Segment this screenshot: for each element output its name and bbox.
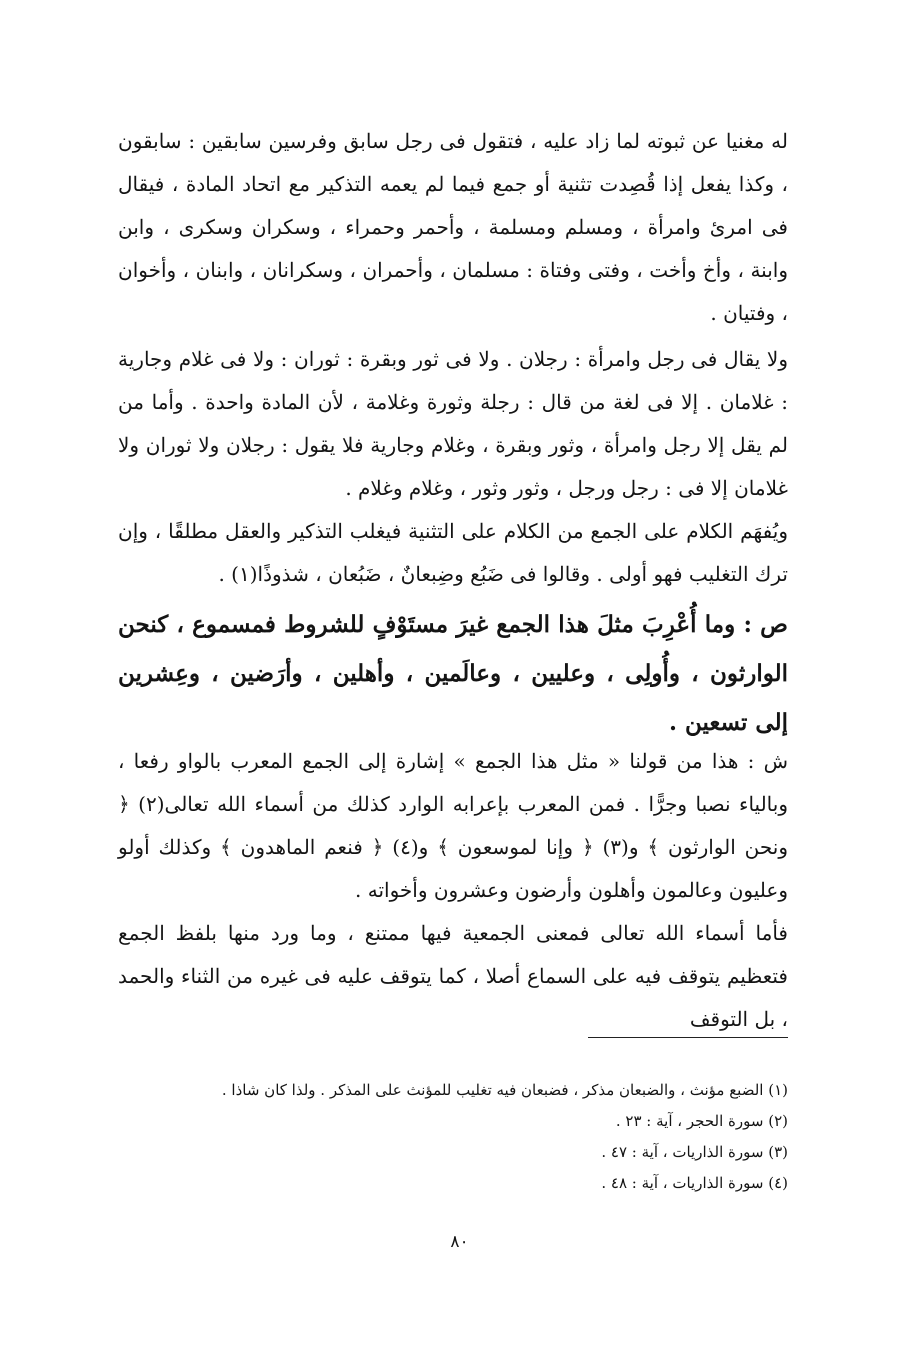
footnote-1: (١) الضبع مؤنث ، والضبعان مذكر ، فضبعان فيه تغليب للمؤنث على المذكر . ولذا كان شاذا . <box>221 1081 788 1099</box>
sharh-paragraph: ش : هذا من قولنا « مثل هذا الجمع » إشارة إلى الجمع المعرب بالواو رفعا ، وبالياء نصبا وجرًّا . فمن المعرب بإعرابه الوارد كذلك من أسماء الله تعالى(٢) ﴿ ونحن الوارثون ﴾ و(٣) ﴿ وإنا لموسعون ﴾ و(٤) ﴿ فنعم الماهدون ﴾ وكذلك أولو وعليون وعالمون وأهلون وأرضون وعشرون وأخواته . <box>118 749 789 902</box>
matn-paragraph: ص : وما أُعْرِبَ مثلَ هذا الجمع غيرَ مستَوْفٍ للشروط فمسموع ، كنحن الوارثون ، وأُولِى ، وعليين ، وعالَمين ، وأهلين ، وأرَضين ، وعِشرين إلى تسعين . <box>118 611 788 736</box>
footnote-3: (٣) سورة الذاريات ، آية : ٤٧ . <box>601 1143 788 1161</box>
footnote-2: (٢) سورة الحجر ، آية : ٢٣ . <box>615 1112 788 1130</box>
paragraph-3: ويُفهَم الكلام على الجمع من الكلام على التثنية فيغلب التذكير والعقل مطلقًا ، وإن ترك التغليب فهو أولى . وقالوا فى ضَبُع وضِبعانٌ ، ضَبُعان ، شذوذًا(١) . <box>118 519 788 586</box>
footnotes <box>118 1075 788 1199</box>
footnote-separator <box>588 1037 788 1038</box>
paragraph-1: له مغنيا عن ثبوته لما زاد عليه ، فتقول فى رجل سابق وفرسين سابقين : سابقون ، وكذا يفعل إذا قُصِدت تثنية أو جمع فيما لم يعمه التذكير مع اتحاد المادة ، فيقال فى امرئ وامرأة ، ومسلم ومسلمة ، وأحمر وحمراء ، وسكران وسكرى ، وابن وابنة ، وأخ وأخت ، وفتى وفتاة : مسلمان ، وأحمران ، وسكرانان ، وابنان ، وأخوان ، وفتيان . <box>118 129 788 325</box>
page-number: ٨٠ <box>450 1232 469 1252</box>
paragraph-2: ولا يقال فى رجل وامرأة : رجلان . ولا فى ثور وبقرة : ثوران : ولا فى غلام وجارية : غلامان . إلا فى لغة من قال : رجلة وثورة وغلامة ، لأن المادة واحدة . وأما من لم يقل إلا رجل وامرأة ، وثور وبقرة ، وغلام وجارية فلا يقول : رجلان ولا ثوران ولا غلامان إلا فى : رجل ورجل ، وثور وثور ، وغلام وغلام . <box>118 347 788 500</box>
paragraph-6: فأما أسماء الله تعالى فمعنى الجمعية فيها ممتنع ، وما ورد منها بلفظ الجمع فتعظيم يتوقف فيه على السماع أصلا ، كما يتوقف عليه فى غيره من الثناء والحمد ، بل التوقف <box>118 921 788 1031</box>
footnote-4: (٤) سورة الذاريات ، آية : ٤٨ . <box>601 1174 788 1192</box>
